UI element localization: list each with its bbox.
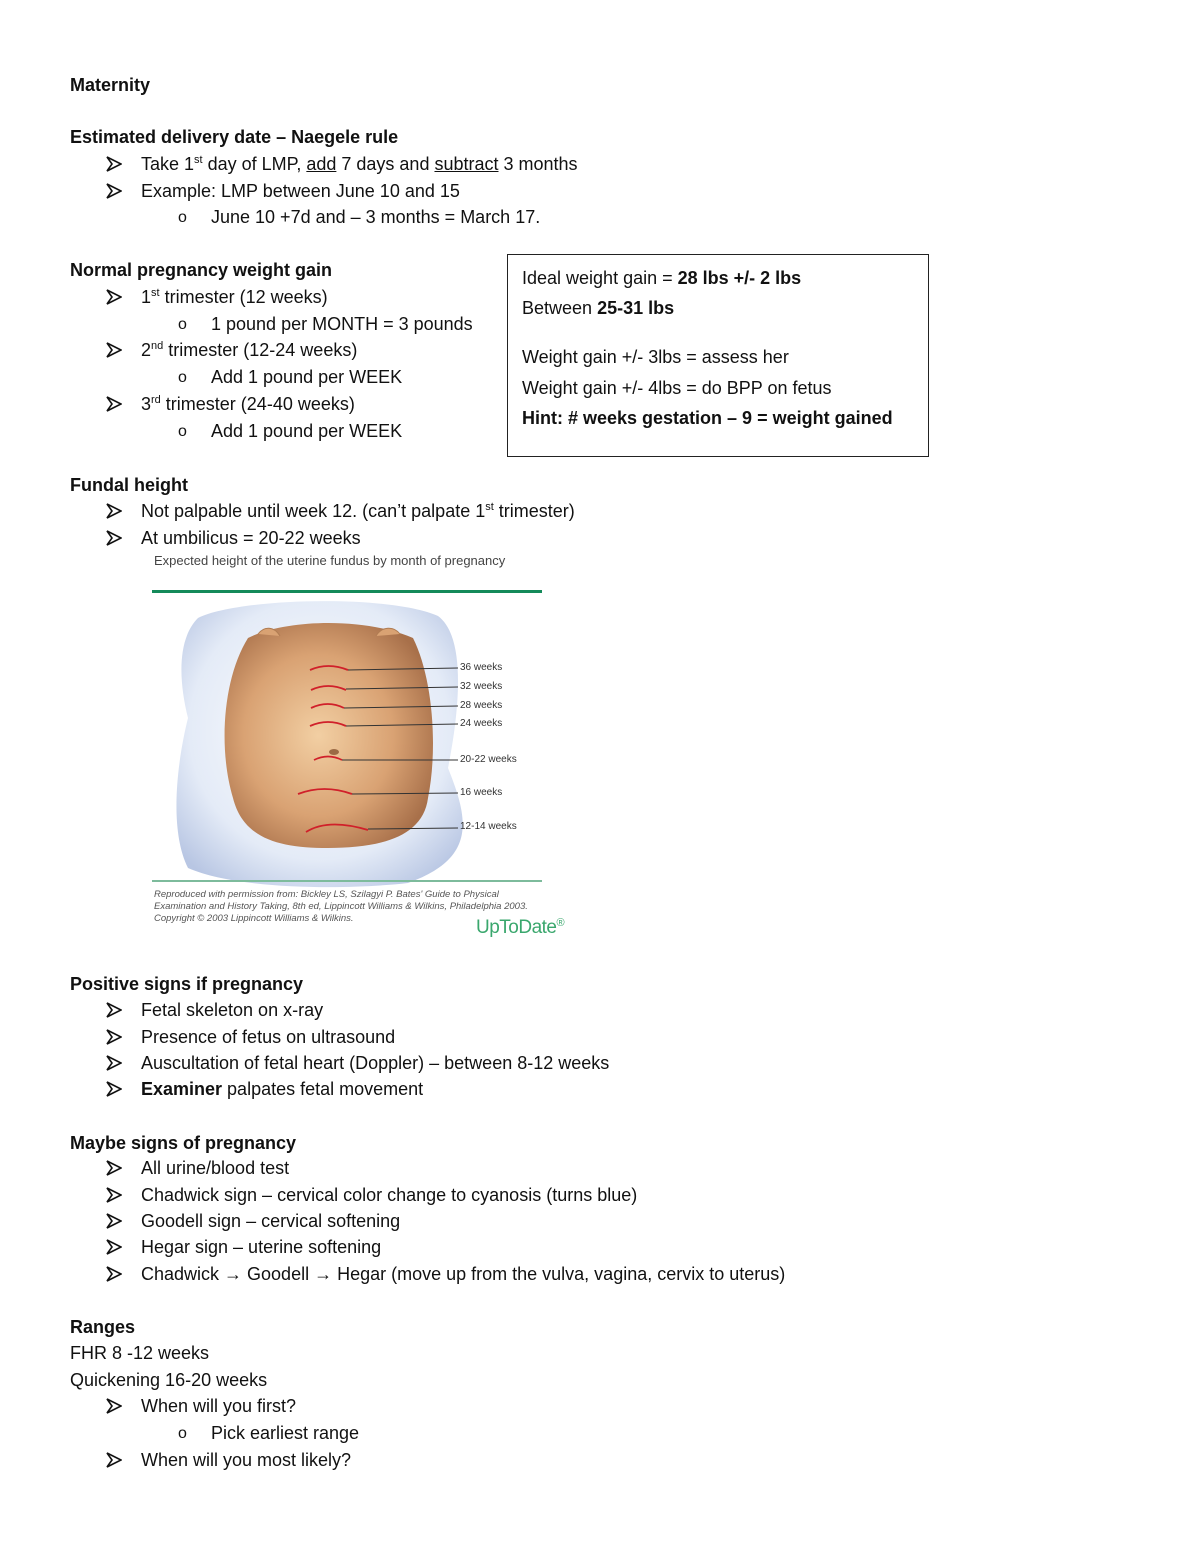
figure-bottom-rule <box>152 880 542 882</box>
figure-top-rule <box>152 590 542 593</box>
fundal-bullet-1: Not palpable until week 12. (can’t palpate 1st trimester) <box>141 501 575 521</box>
label-28-weeks: 28 weeks <box>460 700 503 711</box>
sub-bullet-icon: o <box>178 209 187 226</box>
sub-bullet-icon: o <box>178 423 187 440</box>
maybe-item: Goodell sign – cervical softening <box>141 1211 401 1231</box>
fundal-heading: Fundal height <box>70 475 188 495</box>
trimester-2: 2nd trimester (12-24 weeks) <box>141 340 358 360</box>
arrowhead-bullet-icon <box>106 503 122 519</box>
box-assess: Weight gain +/- 3lbs = assess her <box>522 347 789 367</box>
arrowhead-bullet-icon <box>106 1029 122 1045</box>
trimester-3: 3rd trimester (24-40 weeks) <box>141 394 355 414</box>
maybe-sequence: Chadwick → Goodell → Hegar (move up from the vulva, vagina, cervix to uterus) <box>141 1264 786 1284</box>
arrowhead-bullet-icon <box>106 1187 122 1203</box>
ranges-question-1: When will you first? <box>141 1396 297 1416</box>
edd-heading: Estimated delivery date – Naegele rule <box>70 127 399 147</box>
box-ideal-weight: Ideal weight gain = 28 lbs +/- 2 lbs <box>522 268 802 288</box>
ranges-quickening: Quickening 16-20 weeks <box>70 1370 268 1390</box>
maybe-item: Hegar sign – uterine softening <box>141 1237 382 1257</box>
arrowhead-bullet-icon <box>106 530 122 546</box>
arrowhead-bullet-icon <box>106 396 122 412</box>
arrowhead-bullet-icon <box>106 1055 122 1071</box>
arrowhead-bullet-icon <box>106 1266 122 1282</box>
uptodate-logo: UpToDate® <box>476 917 565 938</box>
right-arrow-icon: → <box>314 1264 333 1284</box>
edd-bullet-2: Example: LMP between June 10 and 15 <box>141 181 460 201</box>
arrowhead-bullet-icon <box>106 342 122 358</box>
positive-item: Fetal skeleton on x-ray <box>141 1000 324 1020</box>
label-16-weeks: 16 weeks <box>460 787 503 798</box>
positive-item: Presence of fetus on ultrasound <box>141 1027 396 1047</box>
box-range: Between 25-31 lbs <box>522 298 675 318</box>
arrowhead-bullet-icon <box>106 289 122 305</box>
maybe-item: All urine/blood test <box>141 1158 290 1178</box>
ranges-answer-1: Pick earliest range <box>211 1423 360 1443</box>
trimester-1-detail: 1 pound per MONTH = 3 pounds <box>211 314 473 334</box>
sub-bullet-icon: o <box>178 316 187 333</box>
label-20-22-weeks: 20-22 weeks <box>460 754 517 765</box>
edd-sub-bullet: June 10 +7d and – 3 months = March 17. <box>211 207 541 227</box>
arrowhead-bullet-icon <box>106 1398 122 1414</box>
arrowhead-bullet-icon <box>106 183 122 199</box>
ranges-heading: Ranges <box>70 1317 136 1337</box>
arrowhead-bullet-icon <box>106 1213 122 1229</box>
figure-credit: Reproduced with permission from: Bickley LS, Szilagyi P. Bates' Guide to Physical Examination and History Taking, 8th ed, Lippincott Williams & Wilkins, Philadelphia 2003. Copyright © 2003 Lippincott Williams & Wilkins. <box>154 889 528 924</box>
figure-title: Expected height of the uterine fundus by month of pregnancy <box>154 553 506 568</box>
abdomen-illustration <box>148 598 578 888</box>
trimester-3-detail: Add 1 pound per WEEK <box>211 421 403 441</box>
ranges-fhr: FHR 8 -12 weeks <box>70 1343 210 1363</box>
sub-bullet-icon: o <box>178 369 187 386</box>
box-bpp: Weight gain +/- 4lbs = do BPP on fetus <box>522 378 832 398</box>
positive-item: Auscultation of fetal heart (Doppler) – between 8-12 weeks <box>141 1053 610 1073</box>
fundal-bullet-2: At umbilicus = 20-22 weeks <box>141 528 361 548</box>
page-title: Maternity <box>70 75 151 95</box>
arrowhead-bullet-icon <box>106 1002 122 1018</box>
trimester-2-detail: Add 1 pound per WEEK <box>211 367 403 387</box>
arrowhead-bullet-icon <box>106 1160 122 1176</box>
arrowhead-bullet-icon <box>106 1081 122 1097</box>
maybe-heading: Maybe signs of pregnancy <box>70 1133 297 1153</box>
label-24-weeks: 24 weeks <box>460 718 503 729</box>
right-arrow-icon: → <box>224 1264 243 1284</box>
positive-heading: Positive signs if pregnancy <box>70 974 304 994</box>
umbilicus <box>329 749 339 755</box>
fundal-height-figure <box>148 553 578 945</box>
arrowhead-bullet-icon <box>106 156 122 172</box>
sub-bullet-icon: o <box>178 1425 187 1442</box>
abdomen <box>225 623 433 848</box>
edd-bullet-1: Take 1st day of LMP, add 7 days and subtract 3 months <box>141 154 578 174</box>
label-36-weeks: 36 weeks <box>460 662 503 673</box>
label-12-14-weeks: 12-14 weeks <box>460 821 517 832</box>
trimester-1: 1st trimester (12 weeks) <box>141 287 328 307</box>
positive-item: Examiner palpates fetal movement <box>141 1079 424 1099</box>
arrowhead-bullet-icon <box>106 1452 122 1468</box>
weight-heading: Normal pregnancy weight gain <box>70 260 333 280</box>
maybe-item: Chadwick sign – cervical color change to cyanosis (turns blue) <box>141 1185 638 1205</box>
arrowhead-bullet-icon <box>106 1239 122 1255</box>
ranges-question-2: When will you most likely? <box>141 1450 352 1470</box>
box-hint: Hint: # weeks gestation – 9 = weight gained <box>522 408 893 428</box>
label-32-weeks: 32 weeks <box>460 681 503 692</box>
weight-gain-box <box>507 254 929 457</box>
